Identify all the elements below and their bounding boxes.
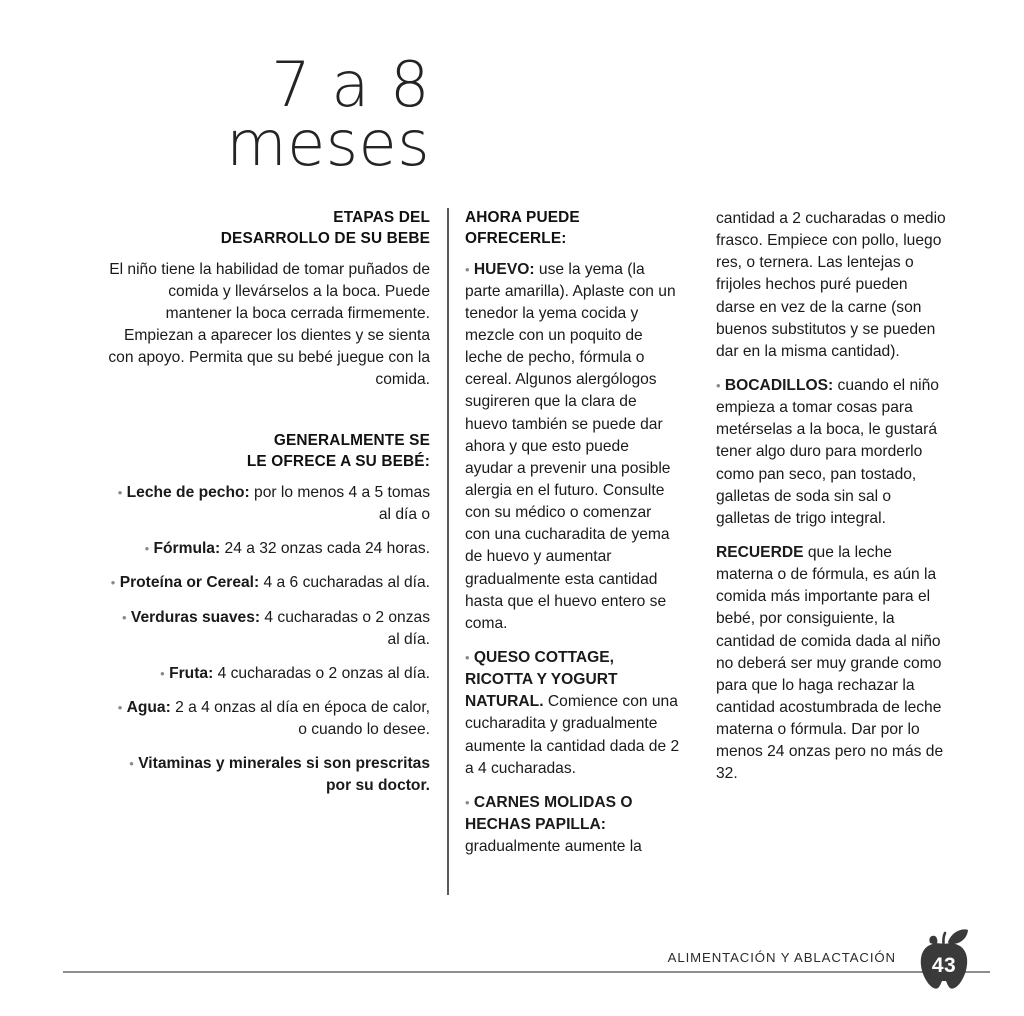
list-item-lead: Agua:: [126, 699, 171, 717]
footer-rule: [63, 971, 990, 973]
list-item-lead: HUEVO:: [473, 260, 535, 278]
page-title: [0, 48, 430, 181]
list-item-rest: 4 cucharadas o 2 onzas al día.: [260, 608, 430, 648]
list-item-lead: Proteína or Cereal:: [119, 574, 260, 592]
column-three: [716, 208, 948, 786]
list-item-rest: gradualmente aumente la: [465, 838, 642, 856]
bullet-icon: •: [144, 541, 150, 557]
list-item: [108, 482, 430, 526]
list-item-lead: BOCADILLOS:: [724, 376, 834, 394]
column-two: [465, 208, 680, 858]
list-item-lead: Leche de pecho:: [126, 484, 250, 502]
list-item-lead: Fórmula:: [153, 540, 221, 558]
bullet-icon: •: [129, 756, 134, 772]
heading-generalmente-line-2: LE OFRECE A SU BEBÉ:: [246, 453, 430, 471]
heading-etapas-line-2: DESARROLLO DE SU BEBE: [220, 229, 430, 247]
page-number: 43: [931, 953, 957, 977]
list-item-lead: QUESO COTTAGE, RICOTTA Y YOGURT NATURAL.: [465, 648, 618, 711]
apple-icon: [908, 928, 980, 994]
list-item-rest: use la yema (la parte amarilla). Aplaste con un tenedor la yema cocida y mezcle con un poquito de leche de pecho, fórmula o cereal. Algunos alergólogos sugireren que la clara de huevo también se puede dar ahora y que esto puede ayudar a prevenir una posible alergia en el futuro. Consulte con su médico o comenzar con una cucharadita de yema de huevo y aumentar gradualmente esta cantidad hasta que el huevo entero se coma.: [465, 260, 676, 632]
bullet-icon: •: [117, 700, 123, 716]
list-item: [465, 647, 680, 780]
list-item: [108, 572, 430, 594]
list-item-rest: por lo menos 4 a 5 tomas al día o: [249, 484, 430, 524]
bullet-icon: •: [110, 575, 116, 591]
list-item-lead: Verduras suaves:: [130, 608, 261, 626]
heading-ahora-puede-ofrecerle: [465, 208, 680, 250]
list-item-lead: Fruta:: [169, 664, 214, 682]
recuerde-rest: que la leche materna o de fórmula, es aún la comida más importante para el bebé, por consiguiente, la cantidad de comida dada al niño no deberá ser muy grande como para que lo haga rechazar la cantidad acostumbrada de leche materna o fórmula. Dar por lo menos 24 onzas pero no más de 32.: [716, 543, 944, 783]
list-item-rest: cuando el niño empieza a tomar cosas para metérselas a la boca, le gustará tener algo duro para morderlo como pan seco, pan tostado, galletas de soda sin sal o galletas de trigo integral.: [716, 376, 939, 527]
list-item: [716, 375, 948, 530]
footer-section-label: ALIMENTACIÓN Y ABLACTACIÓN: [667, 950, 896, 965]
bullet-icon: •: [465, 649, 470, 665]
page-title-line-1: 7 a 8: [271, 48, 430, 121]
list-item-lead: Vitaminas y minerales si son prescritas por su doctor.: [138, 755, 430, 795]
heading-etapas-line-1: ETAPAS DEL: [333, 209, 430, 226]
paragraph-desarrollo: El niño tiene la habilidad de tomar puñados de comida y llevárselos a la boca. Puede mantener la boca cerrada firmemente. Empiezan a aparecer los dientes y se sienta con apoyo. Permita que su bebé juegue con la comida.: [108, 260, 430, 389]
list-item-rest: 4 cucharadas o 2 onzas al día.: [213, 664, 430, 682]
heading-ahora-line-2: OFRECERLE:: [465, 229, 567, 247]
column-divider: [447, 208, 449, 895]
list-item: [108, 607, 430, 651]
list-item: [108, 663, 430, 685]
heading-generalmente-ofrece: [108, 431, 430, 473]
list-item: [108, 538, 430, 560]
heading-etapas-desarrollo: [108, 208, 430, 250]
list-item-rest: 24 a 32 onzas cada 24 horas.: [220, 540, 430, 558]
list-item: [108, 697, 430, 741]
paragraph-recuerde: [716, 542, 948, 786]
list-item-rest: 2 a 4 onzas al día en época de calor, o cuando lo desee.: [170, 699, 430, 739]
page-title-line-2: meses: [226, 107, 430, 181]
bullet-icon: •: [122, 609, 127, 625]
bullet-icon: •: [117, 485, 123, 501]
column-one: [108, 208, 430, 798]
bullet-icon: •: [160, 665, 165, 681]
bullet-icon: •: [465, 794, 470, 810]
paragraph-carnes-continuation: cantidad a 2 cucharadas o medio frasco. Empiece con pollo, luego res, o ternera. Las lentejas o frijoles hechos puré pueden darse en vez de la carne (son buenos substitutos y se pueden dar en la misma cantidad).: [716, 210, 946, 360]
list-item: [108, 753, 430, 797]
list-item-rest: 4 a 6 cucharadas al día.: [259, 574, 430, 592]
list-item: [465, 792, 680, 858]
heading-generalmente-line-1: GENERALMENTE SE: [273, 432, 430, 450]
bullet-icon: •: [465, 261, 470, 277]
list-item-rest: Comience con una cucharadita y gradualmente aumente la cantidad dada de 2 a 4 cucharadas.: [465, 693, 680, 777]
bullet-icon: •: [716, 377, 721, 393]
list-item: [465, 259, 680, 635]
list-item-lead: CARNES MOLIDAS O HECHAS PAPILLA:: [465, 793, 633, 833]
heading-ahora-line-1: AHORA PUEDE: [465, 209, 580, 226]
recuerde-lead: RECUERDE: [716, 543, 804, 561]
